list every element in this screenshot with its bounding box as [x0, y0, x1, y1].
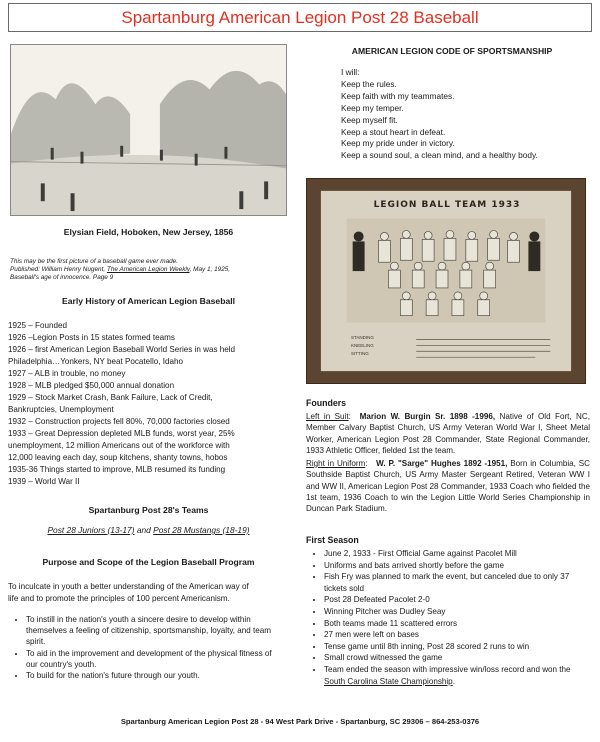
code-title: AMERICAN LEGION CODE OF SPORTSMANSHIP	[351, 46, 553, 56]
elysian-note-2	[10, 266, 295, 274]
season-bullet-end: .	[452, 676, 455, 686]
founder-left-bio: Native of Old Fort, NC, Member Calvary Baptist Church, US Army Veteran World War I, Sheet Metal Worker, American Legion Post 28 Commander, State Regional Commander, 1933 Athletic Officer, fielded 1st the team.	[306, 412, 590, 455]
purpose-bullet: • To build for the nation's future through our youth.	[26, 670, 278, 681]
season-bullet: • June 2, 1933 - First Official Game against Pacolet Mill	[324, 548, 586, 560]
code-line: Keep myself fit.	[341, 114, 398, 125]
history-line: 1927 – ALB in trouble, no money	[8, 369, 126, 378]
history-list	[8, 320, 298, 488]
row-label-standing: STANDING	[351, 335, 374, 340]
season-bullets	[306, 548, 586, 687]
founder-right-bio: Born in Columbia, SC Southside Baptist Church, US Army Master Sergeant Retired, Veteran WW I and WW II, American Legion Post 28 Commander, 1933 Coach who fielded the 1st team, 1936 Coach to win the Legion Little World Series Championship in Duncan Park Stadium.	[306, 459, 590, 514]
history-title: Early History of American Legion Baseball	[61, 296, 236, 306]
founder-left-paragraph: Left in Suit: Marion W. Burgin Sr. 1898 -1996, Native of Old Fort, NC, Member Calvary Baptist Church, US Army Veteran World War I, Sheet Metal Worker, American Legion Post 28 Commander, State Regional Commander, 1933 Athletic Officer, fielded 1st the team.	[306, 412, 590, 455]
season-bullet: • Small crowd witnessed the game	[324, 652, 586, 664]
season-bullet: • Post 28 Defeated Pacolet 2-0	[324, 594, 586, 606]
history-line: Philadelphia…Yonkers, NY beat Pocatello, Idaho	[8, 357, 184, 366]
history-line: 1933 – Great Depression depleted MLB funds, worst year, 25%	[8, 429, 235, 438]
mustangs-team-link[interactable]: Post 28 Mustangs (18-19)	[153, 525, 250, 535]
juniors-team-link[interactable]: Post 28 Juniors (13-17)	[47, 525, 135, 535]
row-label-sitting: SITTING	[351, 351, 369, 356]
state-championship-link[interactable]: South Carolina State Championship	[324, 676, 453, 686]
history-line: 12,000 leaving each day, soup kitchens, shanty towns, hobos	[8, 453, 228, 462]
code-line: Keep my pride under in victory.	[341, 138, 455, 149]
purpose-intro-1: To inculcate in youth a better understanding of the American way of	[8, 582, 249, 591]
history-line: Bankruptcies, Unemployment	[8, 405, 114, 414]
elysian-published-label: Published: William Henry Nugent,	[10, 266, 107, 274]
history-line: 1926 – first American Legion Baseball World Series in was held	[8, 345, 236, 354]
code-line: Keep my temper.	[341, 102, 404, 113]
team-photo-heading: LEGION BALL TEAM 1933	[373, 200, 521, 210]
code-line: I will:	[341, 67, 360, 77]
code-line: Keep a stout heart in defeat.	[341, 126, 446, 137]
elysian-note-1: This may be the first picture of a baseball game ever made.	[10, 258, 179, 266]
footer-address: Spartanburg American Legion Post 28 - 94 West Park Drive - Spartanburg, SC 29306 – 864-253-0376	[120, 717, 480, 726]
purpose-bullet: • To instill in the nation's youth a sincere desire to develop within themselves a feeling of citizenship, sportsmanship, loyalty, and team spirit.	[26, 614, 278, 648]
purpose-intro-2: life and to promote the principles of 100 percent Americanism.	[8, 594, 230, 603]
founder-left-label: Left in Suit	[306, 412, 349, 421]
code-line: Keep a sound soul, a clean mind, and a healthy body.	[341, 150, 538, 161]
history-line: 1935-36 Things started to improve, MLB resumed its funding	[8, 465, 226, 474]
season-bullet-text: Team ended the season with impressive win/loss record and won the	[324, 664, 571, 674]
purpose-bullet: • To aid in the improvement and development of the physical fitness of our country's youth.	[26, 648, 278, 670]
season-bullet: • Tense game until 8th inning, Post 28 scored 2 runs to win	[324, 641, 586, 653]
teams-and: and	[134, 525, 154, 535]
season-bullet: • Uniforms and bats arrived shortly before the game	[324, 560, 586, 572]
title-banner	[8, 3, 592, 32]
team-photo-frame	[306, 178, 586, 384]
code-list	[341, 67, 581, 162]
season-bullet: • 27 men were left on bases	[324, 629, 586, 641]
teams-line	[10, 525, 287, 536]
season-bullet-last	[324, 664, 586, 687]
season-title: First Season	[306, 535, 359, 545]
season-bullet: • Both teams made 11 scattered errors	[324, 618, 586, 630]
page-title: Spartanburg American Legion Post 28 Baseball	[121, 8, 479, 27]
elysian-caption-title: Elysian Field, Hoboken, New Jersey, 1856	[63, 227, 234, 237]
purpose-bullets	[8, 614, 278, 681]
founder-right-paragraph: Right in Uniform: W. P. "Sarge" Hughes 1892 -1951, Born in Columbia, SC Southside Baptist Church, US Army Master Sergeant Retired, Veteran WW I and WW II, American Legion Post 28 Commander, 1933 Coach who fielded the 1st team, 1936 Coach to win the Legion Little World Series Championship in Duncan Park Stadium.	[306, 459, 590, 514]
founder-left-name: Marion W. Burgin Sr. 1898 -1996,	[359, 412, 496, 421]
row-label-kneeling: KNEELING	[351, 343, 374, 348]
history-line: 1925 – Founded	[8, 321, 67, 330]
history-line: unemployment, 12 million Americans out of the workforce with	[8, 441, 230, 450]
history-line: 1928 – MLB pledged $50,000 annual donation	[8, 381, 175, 390]
elysian-note-3: Baseball's age of innocence. Page 9	[10, 274, 114, 282]
founder-right-name: W. P. "Sarge" Hughes 1892 -1951,	[376, 459, 508, 468]
elysian-publication-date: , May 1, 1925,	[189, 266, 231, 274]
season-bullet: • Winning Pitcher was Dudley Seay	[324, 606, 586, 618]
founders-title: Founders	[306, 398, 347, 408]
teams-title: Spartanburg Post 28's Teams	[88, 505, 209, 515]
history-line: 1932 – Construction projects fell 80%, 70,000 factories closed	[8, 417, 230, 426]
code-line: Keep faith with my teammates.	[341, 90, 455, 101]
elysian-field-image	[10, 44, 287, 216]
history-line: 1929 – Stock Market Crash, Bank Failure, Lack of Credit,	[8, 393, 213, 402]
history-line: 1939 – World War II	[8, 477, 80, 486]
code-line: Keep the rules.	[341, 78, 397, 89]
purpose-title: Purpose and Scope of the Legion Baseball Program	[42, 557, 255, 567]
founder-right-label: Right in Uniform	[306, 459, 366, 468]
season-bullet: • Fish Fry was planned to mark the event, but canceled due to only 37 tickets sold	[324, 571, 586, 594]
history-line: 1926 –Legion Posts in 15 states formed teams	[8, 333, 175, 342]
elysian-publication-title: The American Legion Weekly	[106, 266, 190, 274]
